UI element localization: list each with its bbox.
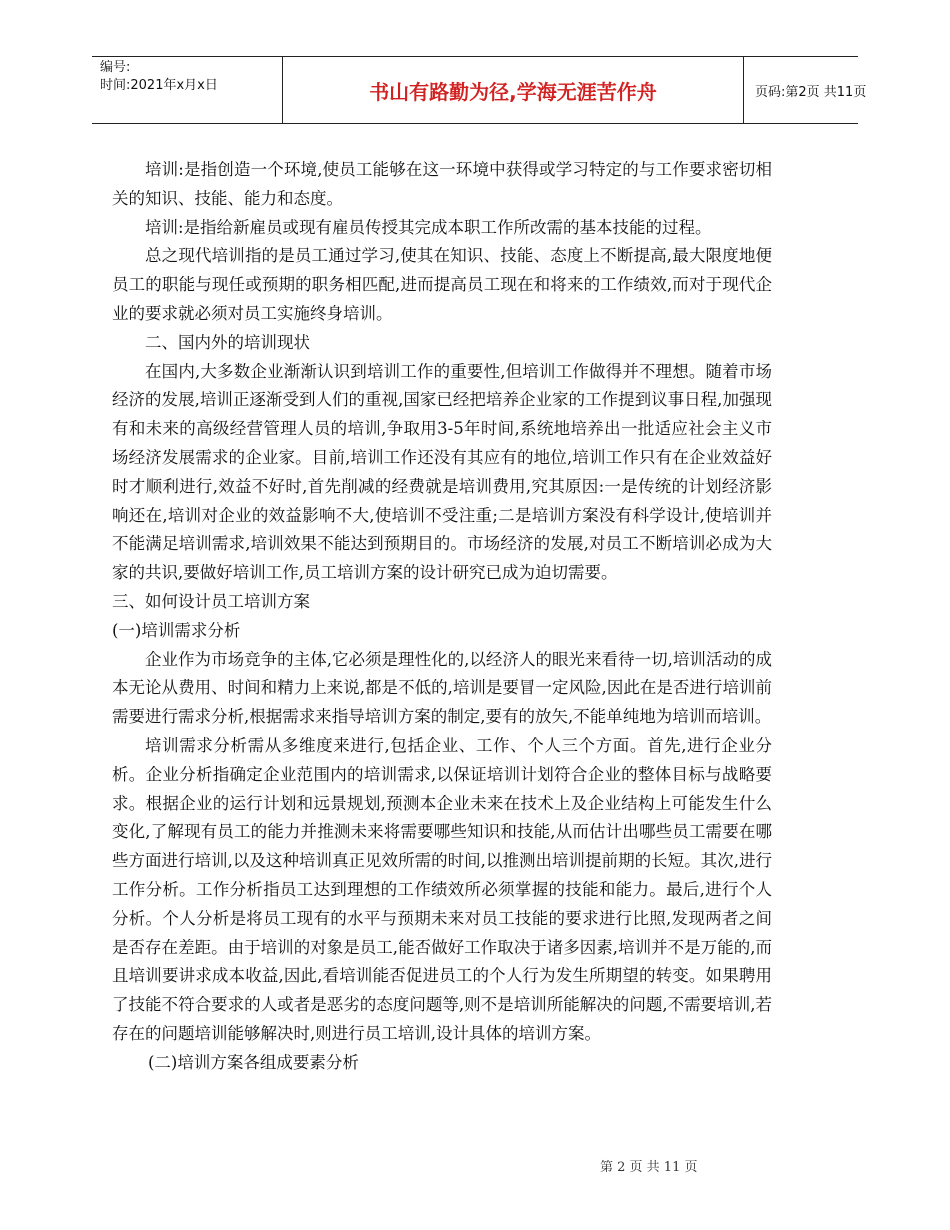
- header-motto: 书山有路勤为径,学海无涯苦作舟: [282, 57, 744, 123]
- header-meta: [100, 59, 282, 121]
- paragraph: 培训:是指给新雇员或现有雇员传授其完成本职工作所改需的基本技能的过程。: [145, 217, 712, 237]
- paragraph: 企业作为市场竞争的主体,它必须是理性化的,以经济人的眼光来看待一切,培训活动的成本无论从费用、时间和精力上来说,都是不低的,培训是要冒一定风险,因此在是否进行培训前需要进行需求分析,根据需求来指导培训方案的制定,要有的放矢,不能单纯地为培训而培训。: [112, 649, 772, 727]
- subsection-heading: (二)培训方案各组成要素分析: [148, 1052, 359, 1072]
- paragraph: 培训需求分析需从多维度来进行,包括企业、工作、个人三个方面。首先,进行企业分析。企业分析指确定企业范围内的培训需求,以保证培训计划符合企业的整体目标与战略要求。根据企业的运行计划和远景规划,预测本企业未来在技术上及企业结构上可能发生什么变化,了解现有员工的能力并推测未来将需要哪些知识和技能,从而估计出哪些员工需要在哪些方面进行培训,以及这种培训真正见效所需的时间,以推测出培训提前期的长短。其次,进行工作分析。工作分析指员工达到理想的工作绩效所必须掌握的技能和能力。最后,进行个人分析。个人分析是将员工现有的水平与预期未来对员工技能的要求进行比照,发现两者之间是否存在差距。由于培训的对象是员工,能否做好工作取决于诸多因素,培训并不是万能的,而且培训要讲求成本收益,因此,看培训能否促进员工的个人行为发生所期望的转变。如果聘用了技能不符合要求的人或者是恶劣的态度问题等,则不是培训所能解决的问题,不需要培训,若存在的问题培训能够解决时,则进行员工培训,设计具体的培训方案。: [112, 735, 772, 1043]
- page-footer: 第 2 页 共 11 页: [600, 1160, 698, 1175]
- code-label: 编号:: [100, 60, 131, 75]
- paragraph: 培训:是指创造一个环境,使员工能够在这一环境中获得或学习特定的与工作要求密切相关的知识、技能、能力和态度。: [112, 160, 772, 208]
- section-heading: 二、国内外的培训现状: [145, 332, 310, 352]
- paragraph: 总之现代培训指的是员工通过学习,使其在知识、技能、态度上不断提高,最大限度地便员工的职能与现任或预期的职务相匹配,进而提高员工现在和将来的工作绩效,而对于现代企业的要求就必须对员工实施终身培训。: [112, 246, 772, 323]
- header-page-info: 页码:第2页 共11页: [755, 84, 867, 100]
- page-header: [92, 56, 867, 124]
- subsection-heading: (一)培训需求分析: [112, 620, 241, 640]
- document-body: [112, 156, 772, 1078]
- section-heading: 三、如何设计员工培训方案: [112, 591, 310, 611]
- paragraph: 在国内,大多数企业渐渐认识到培训工作的重要性,但培训工作做得并不理想。随着市场经济的发展,培训正逐渐受到人们的重视,国家已经把培养企业家的工作提到议事日程,加强现有和未来的高级经营管理人员的培训,争取用3-5年时间,系统地培养出一批适应社会主义市场经济发展需求的企业家。目前,培训工作还没有其应有的地位,培训工作只有在企业效益好时才顺利进行,效益不好时,首先削减的经费就是培训费用,究其原因:一是传统的计划经济影响还在,培训对企业的效益影响不大,使培训不受注重;二是培训方案没有科学设计,使培训并不能满足培训需求,培训效果不能达到预期目的。市场经济的发展,对员工不断培训必成为大家的共识,要做好培训工作,员工培训方案的设计研究已成为迫切需要。: [112, 361, 772, 583]
- time-label: 时间:2021年x月x日: [100, 78, 218, 93]
